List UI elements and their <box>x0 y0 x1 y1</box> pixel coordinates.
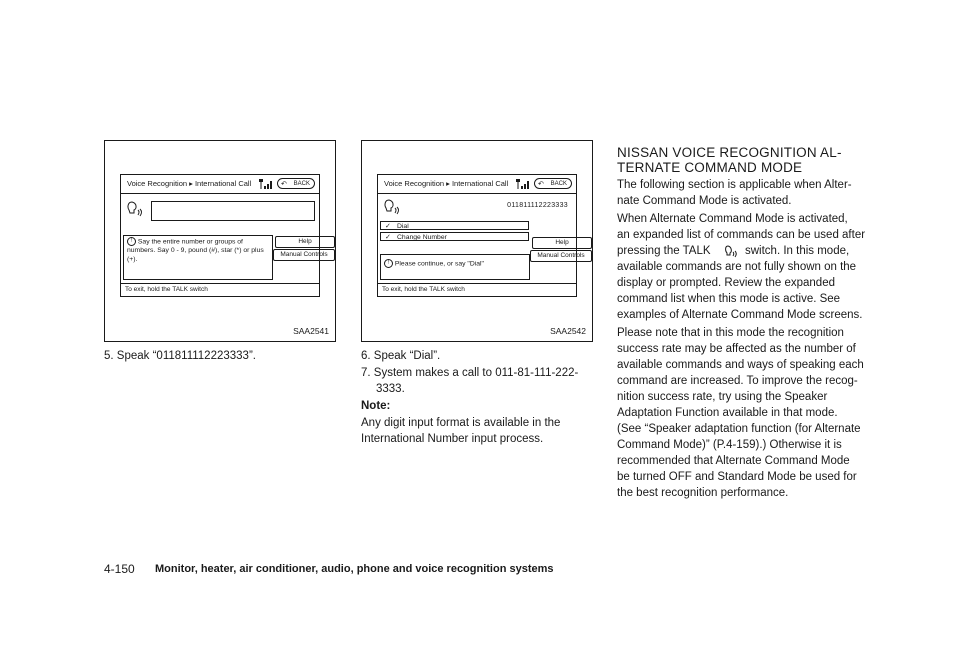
back-label: BACK <box>293 181 310 187</box>
info-icon: ! <box>127 237 136 246</box>
talk-switch-icon <box>724 244 738 258</box>
note-line-2: International Number input process. <box>361 433 544 445</box>
body-line: the best recognition performance. <box>617 487 789 499</box>
display-screen <box>120 174 328 297</box>
prompt-text <box>384 259 528 268</box>
body-line: switch. In this mode, <box>745 245 850 257</box>
section-heading-line-1: NISSAN VOICE RECOGNITION AL- <box>617 145 842 160</box>
body-line: available commands and ways of speaking each <box>617 359 864 371</box>
body-line: command are increased. To improve the recog- <box>617 375 858 387</box>
signal-strength-icon <box>516 179 530 189</box>
body-line: examples of Alternate Command Mode screens. <box>617 309 863 321</box>
help-button[interactable]: Help <box>275 236 335 248</box>
step-5: 5. Speak “011811112223333”. <box>104 350 256 362</box>
info-icon: ! <box>384 259 393 268</box>
body-line: command list when this mode is active. See <box>617 293 841 305</box>
manual-controls-button[interactable]: Manual Controls <box>530 250 592 262</box>
talk-icon: ✓ <box>385 234 391 241</box>
section-heading-line-2: TERNATE COMMAND MODE <box>617 160 803 175</box>
note-line-1: Any digit input format is available in the <box>361 417 561 429</box>
step-6: 6. Speak “Dial”. <box>361 350 441 362</box>
step-7-line-1: 7. System makes a call to 011-81-111-222- <box>361 367 579 379</box>
prompt-message: Say the entire number or groups of numbers. Say 0 - 9, pound (#), star (*) or plus (+). <box>127 238 264 264</box>
display-screen <box>377 174 585 297</box>
voice-recognition-icon <box>383 197 403 217</box>
body-line: available commands are not fully shown on the <box>617 261 857 273</box>
step-7-line-2: 3333. <box>376 383 405 395</box>
note-label: Note: <box>361 400 391 412</box>
body-line: pressing the TALK <box>617 245 711 257</box>
back-label: BACK <box>550 181 567 187</box>
body-line: Please note that in this mode the recognition <box>617 327 844 339</box>
section-title: Monitor, heater, air conditioner, audio, phone and voice recognition systems <box>155 563 554 575</box>
back-button[interactable] <box>534 178 572 189</box>
voice-recognition-icon <box>126 199 146 219</box>
screen-header <box>121 175 319 194</box>
body-line: Adaptation Function available in that mode. <box>617 407 838 419</box>
talk-icon: ✓ <box>385 223 391 230</box>
exit-hint: To exit, hold the TALK switch <box>121 283 319 296</box>
entered-number: 011811112223333 <box>507 202 568 209</box>
body-line: success rate may be affected as the number of <box>617 343 856 355</box>
help-button[interactable]: Help <box>532 237 592 249</box>
screen-title: Voice Recognition ▸ International Call <box>384 179 509 188</box>
number-input-box <box>151 201 315 221</box>
page-number: 4-150 <box>104 562 135 576</box>
figure-code: SAA2541 <box>293 326 329 336</box>
manual-controls-button[interactable]: Manual Controls <box>273 249 335 261</box>
option-change-number[interactable] <box>380 232 529 241</box>
prompt-text <box>127 237 271 264</box>
option-label: Dial <box>397 223 409 230</box>
body-line: display or prompted. Review the expanded <box>617 277 835 289</box>
body-line: an expanded list of commands can be used after <box>617 229 866 241</box>
body-line: (See “Speaker adaptation function (for Alternate <box>617 423 861 435</box>
body-line: Command Mode)” (P.4-159).) Otherwise it is <box>617 439 842 451</box>
figure-code: SAA2542 <box>550 326 586 336</box>
option-label: Change Number <box>397 234 447 241</box>
figure-saa2542 <box>361 140 593 342</box>
figure-saa2541 <box>104 140 336 342</box>
body-line: When Alternate Command Mode is activated, <box>617 213 848 225</box>
body-line: be turned OFF and Standard Mode be used for <box>617 471 857 483</box>
option-dial[interactable] <box>380 221 529 230</box>
signal-strength-icon <box>259 179 273 189</box>
body-line: The following section is applicable when Alter- <box>617 179 852 191</box>
body-line: nition success rate, try using the Speaker <box>617 391 828 403</box>
screen-header <box>378 175 576 194</box>
body-line: recommended that Alternate Command Mode <box>617 455 850 467</box>
back-button[interactable] <box>277 178 315 189</box>
body-line: nate Command Mode is activated. <box>617 195 792 207</box>
screen-title: Voice Recognition ▸ International Call <box>127 179 252 188</box>
back-arrow-icon: ↶ <box>538 181 544 188</box>
back-arrow-icon: ↶ <box>281 181 287 188</box>
exit-hint: To exit, hold the TALK switch <box>378 283 576 296</box>
prompt-message: Please continue, or say "Dial" <box>394 260 484 268</box>
